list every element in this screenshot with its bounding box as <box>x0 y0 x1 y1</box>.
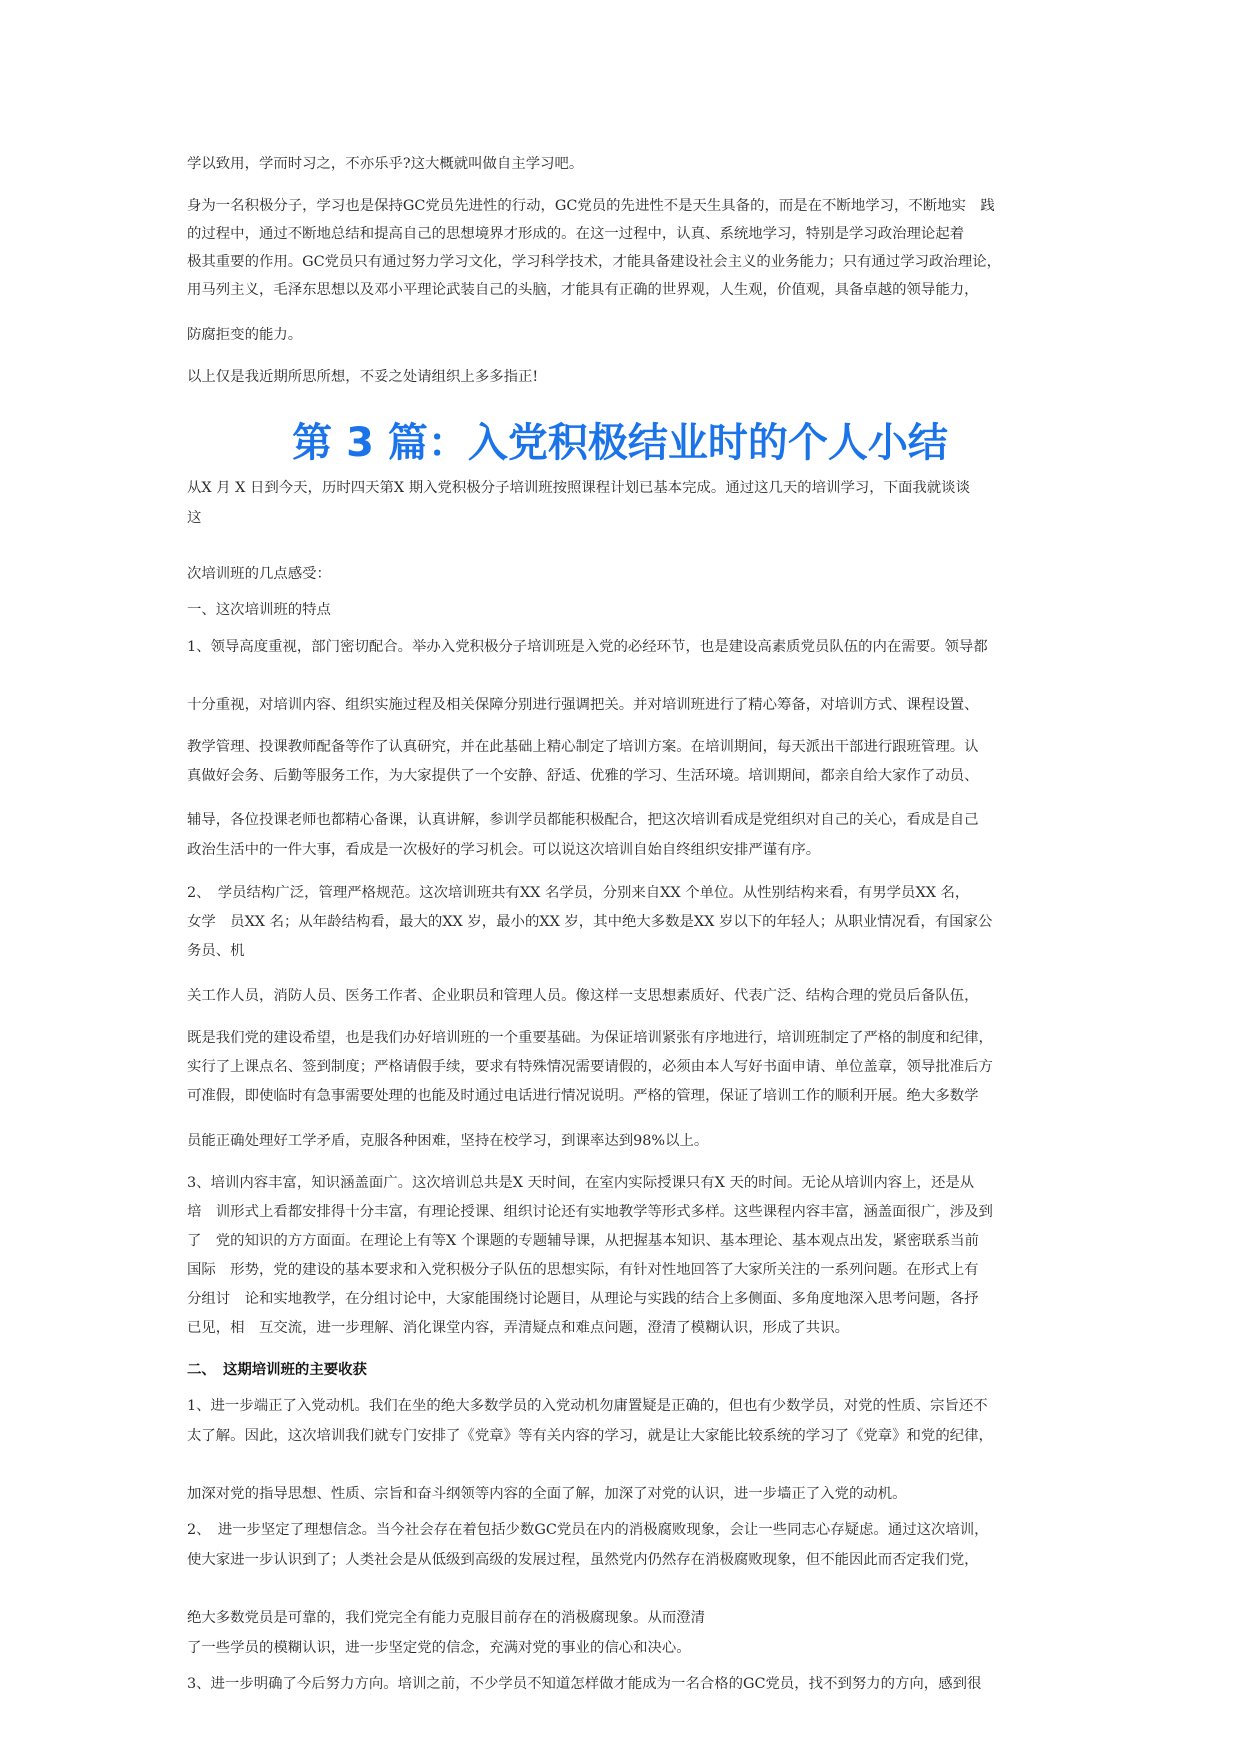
text-line: 加深对党的指导思想、性质、宗旨和奋斗纲领等内容的全面了解，加深了对党的认识，进一步墙正了入党的动机。 <box>187 1486 907 1502</box>
section-heading: 二、 这期培训班的主要收获 <box>187 1362 367 1378</box>
text-line: 用马列主义，毛泽东思想以及邓小平理论武装自己的头脑，才能具有正确的世界观，人生观，价值观，具备卓越的领导能力， <box>187 282 979 298</box>
text-line: 以上仅是我近期所思所想，不妥之处请组织上多多指正! <box>187 369 539 385</box>
text-line: 一、这次培训班的特点 <box>187 602 331 618</box>
text-line: 3、进一步明确了今后努力方向。培训之前，不少学员不知道怎样做才能成为一名合格的GC党员，找不到努力的方向，感到很 <box>187 1676 982 1692</box>
text-line: 辅导，各位投课老师也都精心备课，认真讲解，参训学员都能积极配合，把这次培训看成是党组织对自己的关心，看成是自己 <box>187 812 979 828</box>
text-line: 1、进一步端正了入党动机。我们在坐的绝大多数学员的入党动机勿庸置疑是正确的，但也有少数学员，对党的性质、宗旨还不 <box>187 1398 988 1414</box>
text-line: 太了解。因此，这次培训我们就专门安排了《党章》等有关内容的学习，就是让大家能比较系统的学习了《党章》和党的纪律， <box>187 1428 993 1444</box>
text-line: 员能正确处理好工学矛盾，克服各种困难，坚持在校学习，到课率达到98%以上。 <box>187 1133 709 1149</box>
text-line: 次培训班的几点感受： <box>187 566 331 582</box>
text-line: 了一些学员的模糊认识，进一步坚定党的信念，充满对党的事业的信心和决心。 <box>187 1640 691 1656</box>
text-line: 分组讨 论和实地教学，在分组讨论中，大家能围绕讨论题目，从理论与实践的结合上多侧面、多角度地深入思考问题，各抒 <box>187 1291 979 1307</box>
text-line: 从X 月 X 日到今天，历时四天第X 期入党积极分子培训班按照课程计划已基本完成。通过这几天的培训学习，下面我就谈谈 <box>187 480 970 496</box>
text-line: 政治生活中的一件大事，看成是一次极好的学习机会。可以说这次培训自始自终组织安排严谨有序。 <box>187 842 821 858</box>
section-title: 第 3 篇：入党积极结业时的个人小结 <box>292 420 948 466</box>
text-line: 绝大多数党员是可靠的，我们党完全有能力克服目前存在的消极腐现象。从而澄清 <box>187 1610 706 1626</box>
text-line: 务员、机 <box>187 943 245 959</box>
text-line: 既是我们党的建设希望，也是我们办好培训班的一个重要基础。为保证培训紧张有序地进行，培训班制定了严格的制度和纪律， <box>187 1030 993 1046</box>
text-line: 真做好会务、后勤等服务工作，为大家提供了一个安静、舒适、优雅的学习、生活环境。培训期间，都亲自给大家作了动员、 <box>187 768 979 784</box>
text-line: 身为一名积极分子，学习也是保持GC党员先进性的行动，GC党员的先进性不是天生具备的，而是在不断地学习，不断地实 践 <box>187 198 995 214</box>
text-line: 3、培训内容丰富，知识涵盖面广。这次培训总共是X 天时间，在室内实际授课只有X 天的时间。无论从培训内容上，还是从 <box>187 1175 975 1191</box>
text-line: 已见，相 互交流，进一步理解、消化课堂内容，弄清疑点和难点问题，澄清了模糊认识，形成了共识。 <box>187 1320 849 1336</box>
text-line: 极其重要的作用。GC党员只有通过努力学习文化，学习科学技术，才能具备建设社会主义的业务能力；只有通过学习政治理论， <box>187 254 1001 270</box>
text-line: 了 党的知识的方方面面。在理论上有等X 个课题的专题辅导课，从把握基本知识、基本理论、基本观点出发，紧密联系当前 <box>187 1233 979 1249</box>
text-line: 2、 进一步坚定了理想信念。当今社会存在着包括少数GC党员在内的消极腐败现象，会让一些同志心存疑虑。通过这次培训， <box>187 1522 989 1538</box>
text-line: 学以致用，学而时习之，不亦乐乎?这大概就叫做自主学习吧。 <box>187 156 584 172</box>
text-line: 2、 学员结构广泛，管理严格规范。这次培训班共有XX 名学员，分别来自XX 个单位。从性别结构来看，有男学员XX 名， <box>187 885 970 901</box>
text-line: 的过程中，通过不断地总结和提高自己的思想境界才形成的。在这一过程中，认真、系统地学习，特别是学习政治理论起着 <box>187 226 965 242</box>
text-line: 国际 形势，党的建设的基本要求和入党积极分子队伍的思想实际，有针对性地回答了大家所关注的一系列问题。在形式上有 <box>187 1262 979 1278</box>
text-line: 实行了上课点名、签到制度；严格请假手续，要求有特殊情况需要请假的，必须由本人写好书面申请、单位盖章，领导批准后方 <box>187 1059 993 1075</box>
text-line: 可准假，即使临时有急事需要处理的也能及时通过电话进行情况说明。严格的管理，保证了培训工作的顺利开展。绝大多数学 <box>187 1088 979 1104</box>
text-line: 关工作人员，消防人员、医务工作者、企业职员和管理人员。像这样一支思想素质好、代表广泛、结构合理的党员后备队伍， <box>187 988 979 1004</box>
text-line: 防腐拒变的能力。 <box>187 327 303 343</box>
text-line: 1、领导高度重视，部门密切配合。举办入党积极分子培训班是入党的必经环节，也是建设高素质党员队伍的内在需要。领导都 <box>187 639 988 655</box>
text-line: 女学 员XX 名；从年龄结构看，最大的XX 岁，最小的XX 岁，其中绝大多数是XX 岁以下的年轻人；从职业情况看，有国家公 <box>187 914 993 930</box>
text-line: 培 训形式上看都安排得十分丰富，有理论授课、组织讨论还有实地教学等形式多样。这些课程内容丰富，涵盖面很广，涉及到 <box>187 1204 993 1220</box>
text-line: 十分重视，对培训内容、组织实施过程及相关保障分别进行强调把关。并对培训班进行了精心筹备，对培训方式、课程设置、 <box>187 697 979 713</box>
text-line: 使大家进一步认识到了；人类社会是从低级到高级的发展过程，虽然党内仍然存在消极腐败现象，但不能因此而否定我们党， <box>187 1552 979 1568</box>
text-line: 教学管理、投课教师配备等作了认真研究，并在此基础上精心制定了培训方案。在培训期间，每天派出干部进行跟班管理。认 <box>187 739 979 755</box>
text-line: 这 <box>187 510 202 526</box>
